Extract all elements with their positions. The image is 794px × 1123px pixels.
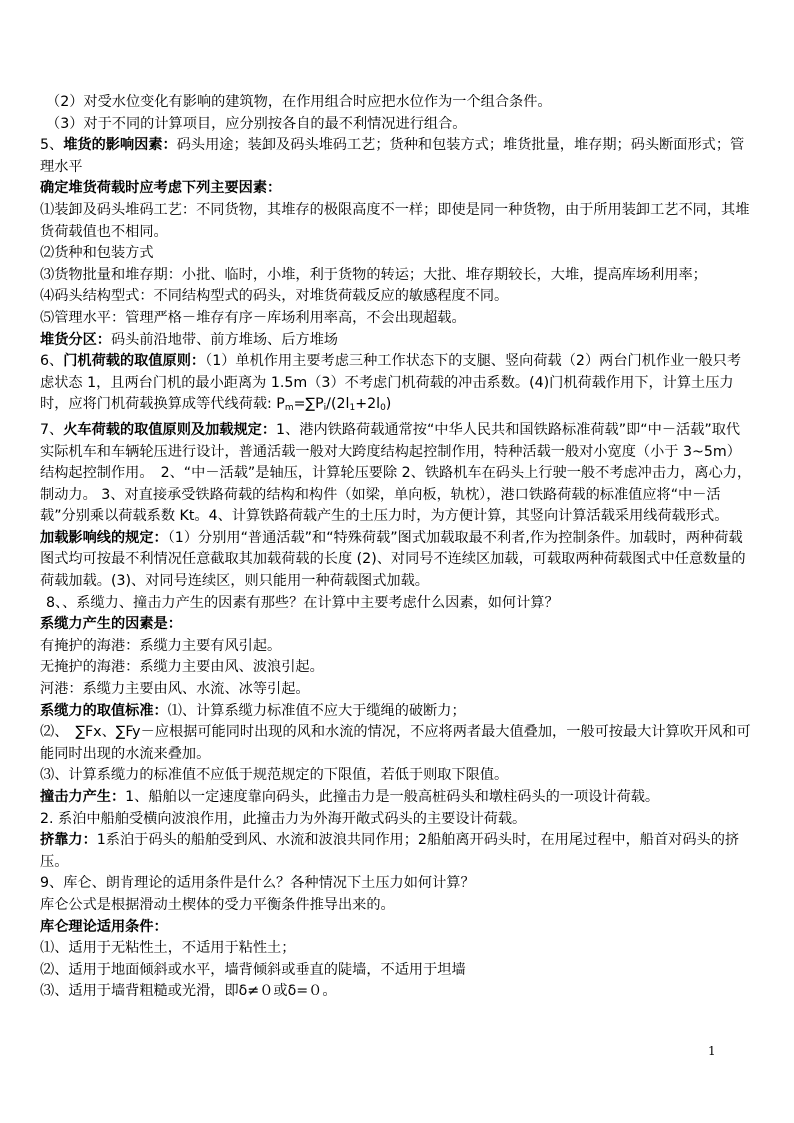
mooring-unsheltered: 无掩护的海港：系缆力主要由风、波浪引起。 xyxy=(40,659,324,676)
coulomb-condition-2: ⑵、适用于地面倾斜或水平，墙背倾斜或垂直的陡墙，不适用于坦墙 xyxy=(40,961,466,978)
item-1: ⑴装卸及码头堆码工艺：不同货物，其堆存的极限高度不一样；即使是同一种货物，由于所用装卸工艺不同，其堆货荷载值也不相同。 xyxy=(40,201,750,240)
section-7-train-load: 7、火车荷载的取值原则及加载规定：1、港内铁路荷载通常按“中华人民共和国铁路标准荷载”即“中－活载”取代实际机车和车辆轮压进行设计，普通活载一般对大跨度结构起控制作用，特种活载一般对小宽度（小于 3~5m）结构起控制作用。 2、“中－活载”是轴压，计算轮压要除 2、铁路机车在码头上行驶一般不考虑冲击力，离心力，制动力。 3、对直接承受铁路荷载的结构和构件（如梁，单向板，轨枕），港口铁路荷载的标准值应将“中－活载”分别乘以荷载系数 Kt。4、计算铁路荷载产生的土压力时，为方便计算，其竖向计算活载采用线荷载形式。 xyxy=(40,421,752,525)
item-3: ⑶货物批量和堆存期：小批、临时，小堆，利于货物的转运；大批、堆存期较长，大堆，提高库场利用率； xyxy=(40,266,707,283)
heading-mooring-standard: 系缆力的取值标准： xyxy=(40,702,168,719)
mooring-sheltered: 有掩护的海港：系缆力主要有风引起。 xyxy=(40,637,282,654)
heading-loading-influence: 加载影响线的规定： xyxy=(40,529,168,546)
impact-force-2: 2. 系泊中船舶受横向波浪作用，此撞击力为外海开敞式码头的主要设计荷载。 xyxy=(40,810,527,827)
question-9: 9、库仑、朗肯理论的适用条件是什么？各种情况下土压力如何计算？ xyxy=(40,875,475,892)
squeeze-force: 挤靠力：1系泊于码头的船舶受到风、水流和波浪共同作用；2船舶离开码头时，在用尾过程中，船首对码头的挤压。 xyxy=(40,832,740,870)
item-5: ⑸管理水平：管理严格－堆存有序－库场利用率高，不会出现超载。 xyxy=(40,309,466,326)
loading-influence-line: 加载影响线的规定：（1）分别用“普通活载”和“特殊荷载”图式加载取最不利者,作为控制条件。加载时，两种荷载图式均可按最不利情况任意截取其加载荷载的长度 (2)、对同号不连续区加载，可载取两种荷载图式中任意数量的荷载加载。(3)、对同号连续区，则只能用一种荷载图式加载。 xyxy=(40,529,746,590)
page-number: 1 xyxy=(708,1044,716,1058)
heading-cargo-load-factors: 确定堆货荷载时应考虑下列主要因素： xyxy=(40,180,282,197)
heading-mooring-factors: 系缆力产生的因素是： xyxy=(40,616,182,633)
paragraph-combination: （3）对于不同的计算项目，应分别按各自的最不利情况进行组合。 xyxy=(46,115,467,132)
heading-cargo-zones: 堆货分区： xyxy=(40,331,111,348)
heading-crane-load: 门机荷载的取值原则： xyxy=(63,353,206,370)
section-6-crane-load: 6、门机荷载的取值原则：（1）单机作用主要考虑三种工作状态下的支腿、竖向荷载（2）两台门机作业一般只考虑状态 1，且两台门机的最小距离为 1.5m（3）不考虑门机荷载的冲击系数。(4)门机荷载作用下，计算土压力时，应将门机荷载换算成等代线荷载: $P_m=\sum P_i/(2l_1+2l_0)$ xyxy=(40,353,742,414)
mooring-standard-3: ⑶、计算系缆力的标准值不应低于规范规定的下限值，若低于则取下限值。 xyxy=(40,767,509,784)
question-8: 8、、系缆力、撞击力产生的因素有那些？在计算中主要考虑什么因素，如何计算？ xyxy=(46,594,559,611)
coulomb-condition-3: ⑶、适用于墙背粗糙或光滑，即δ≠０或δ=０。 xyxy=(40,983,337,1000)
heading-squeeze-force: 挤靠力： xyxy=(40,832,97,849)
section-5-cargo-factors: 5、堆货的影响因素：码头用途；装卸及码头堆码工艺；货种和包装方式；堆货批量，堆存期；码头断面形式；管理水平 xyxy=(40,137,745,175)
mooring-river: 河港：系缆力主要由风、水流、冰等引起。 xyxy=(40,681,310,698)
item-2: ⑵货种和包装方式 xyxy=(40,245,154,262)
item-4: ⑷码头结构型式：不同结构型式的码头，对堆货荷载反应的敏感程度不同。 xyxy=(40,288,509,305)
heading-cargo-factors: 堆货的影响因素： xyxy=(63,137,177,154)
mooring-standard: 系缆力的取值标准：⑴、计算系缆力标准值不应大于缆绳的破断力； xyxy=(40,702,466,719)
document-body xyxy=(40,92,754,1003)
cargo-zones: 堆货分区：码头前沿地带、前方堆场、后方堆场 xyxy=(40,331,338,348)
heading-coulomb-conditions: 库仑理论适用条件： xyxy=(40,918,168,935)
paragraph-water-level: （2）对受水位变化有影响的建筑物，在作用组合时应把水位作为一个组合条件。 xyxy=(46,94,552,110)
heading-impact-force: 撞击力产生： xyxy=(40,789,126,805)
coulomb-condition-1: ⑴、适用于无粘性土，不适用于粘性土； xyxy=(40,940,296,957)
mooring-standard-2: ⑵、 ∑Fx、∑Fy－应根据可能同时出现的风和水流的情况，不应将两者最大值叠加，一般可按最大计算吹开风和可能同时出现的水流来叠加。 xyxy=(40,724,751,762)
heading-train-load: 火车荷载的取值原则及加载规定： xyxy=(63,421,277,438)
impact-force: 撞击力产生：1、船舶以一定速度靠向码头，此撞击力是一般高桩码头和墩柱码头的一项设计荷载。 xyxy=(40,789,660,805)
coulomb-basis: 库仑公式是根据滑动土楔体的受力平衡条件推导出来的。 xyxy=(40,896,395,913)
